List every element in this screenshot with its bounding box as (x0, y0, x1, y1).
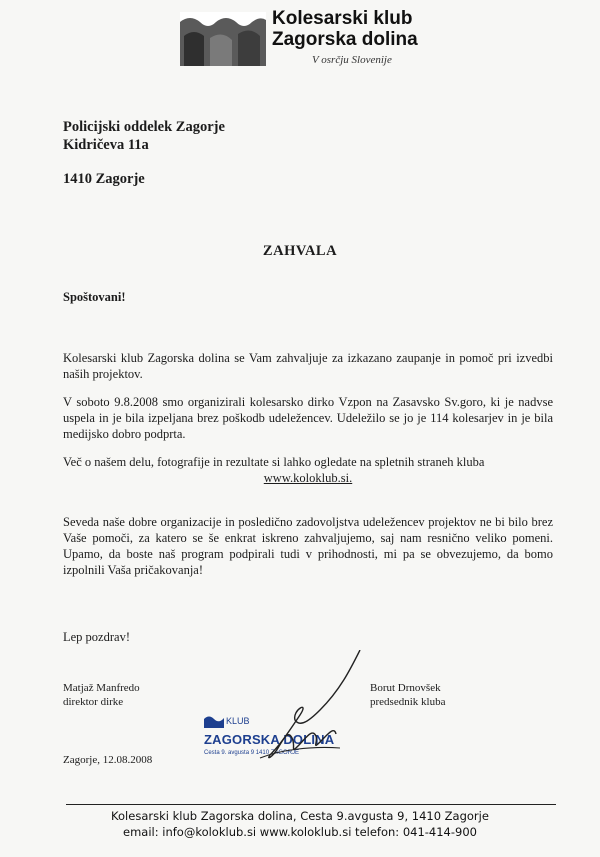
club-logo-mark-icon (180, 12, 266, 66)
footer-address: Kolesarski klub Zagorska dolina, Cesta 9.avgusta 9, 1410 Zagorje (111, 809, 489, 823)
paragraph-support: Seveda naše dobre organizacije in posledično zadovoljstva udeležencev projektov ne bi bilo brez Vaše pomoči, za katero se še enkrat iskreno zahvaljujemo, saj nam resnično veliko pomeni. Upamo, da boste naš program podpirali tudi v prihodnosti, mi pa se obvezujemo, da bomo izpolnili Vaša pričakovanja! (63, 515, 553, 577)
club-logo (180, 6, 440, 66)
paragraph-event: V soboto 9.8.2008 smo organizirali kolesarsko dirko Vzpon na Zasavsko Sv.goro, ki je nadvse uspela in je bila izpeljana brez poškodb udeležencev. Udeležilo se jo je 114 kolesarjev in je bila medijsko dobro podprta. (63, 395, 553, 441)
stamp-klub: KLUB (226, 716, 250, 726)
signatory-left-role: direktor dirke (63, 696, 124, 708)
signatory-left-name: Matjaž Manfredo (63, 682, 140, 694)
footer (0, 808, 600, 840)
recipient-street: Kidričeva 11a (63, 137, 149, 153)
signature-icon (200, 650, 440, 770)
club-name-line1: Kolesarski klub (272, 8, 413, 29)
letter-title: ZAHVALA (262, 243, 338, 259)
website-link[interactable]: www.koloklub.si. (263, 471, 353, 485)
recipient-name: Policijski oddelek Zagorje (63, 119, 225, 135)
recipient-city: 1410 Zagorje (63, 171, 145, 187)
closing: Lep pozdrav! (63, 630, 130, 644)
paragraph-website (63, 454, 553, 486)
club-tagline: V osrčju Slovenije (312, 54, 392, 66)
paragraph-website-text: Več o našem delu, fotografije in rezultate si lahko ogledate na spletnih straneh kluba (63, 455, 485, 469)
signatory-right-role: predsednik kluba (370, 696, 446, 708)
recipient-address (63, 118, 225, 188)
signatory-right-name: Borut Drnovšek (370, 682, 441, 694)
paragraph-thanks: Kolesarski klub Zagorska dolina se Vam zahvaljuje za izkazano zaupanje in pomoč pri izvedbi naših projektov. (63, 351, 553, 381)
footer-divider (66, 804, 556, 805)
salutation: Spoštovani! (63, 290, 126, 304)
letter-date: Zagorje, 12.08.2008 (63, 754, 153, 766)
signatory-left (63, 681, 140, 709)
footer-contact: email: info@koloklub.si www.koloklub.si telefon: 041-414-900 (123, 825, 477, 839)
stamp-address: Cesta 9. avgusta 9 1410 ZAGORJE (204, 750, 300, 756)
club-name-line2: Zagorska dolina (272, 29, 418, 50)
stamp-name: ZAGORSKA DOLINA (204, 732, 335, 747)
club-logo-name (272, 8, 418, 50)
